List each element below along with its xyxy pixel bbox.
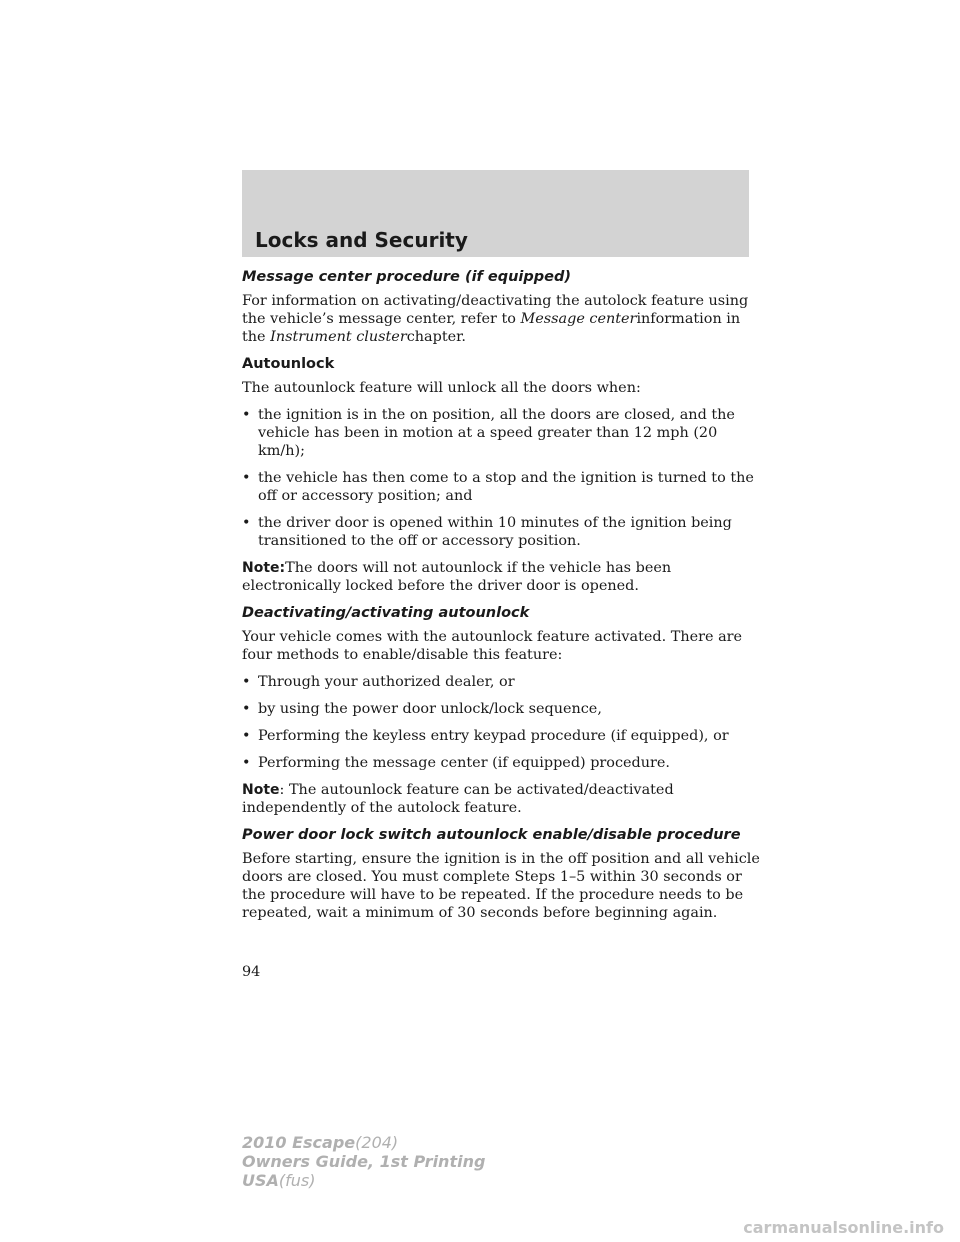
section-heading-message-center: Message center procedure (if equipped) — [242, 269, 572, 285]
list-item: • the ignition is in the on position, all the doors are closed, and the vehicle has been in motion at a speed greater than 12 mph (20 km/h); — [242, 407, 735, 459]
deactivating-intro: Your vehicle comes with the autounlock feature activated. There are four methods to enable/disable this feature: — [242, 629, 743, 663]
list-item: • the driver door is opened within 10 minutes of the ignition being transitioned to the off or accessory position. — [242, 515, 732, 549]
list-item: • the vehicle has then come to a stop and the ignition is turned to the off or accessory position; and — [242, 470, 754, 504]
ref-message-center: Message center — [520, 311, 637, 327]
bullet-icon: • — [242, 701, 251, 717]
power-door-lock-paragraph: Before starting, ensure the ignition is in the off position and all vehicle doors are closed. You must complete Steps 1–5 within 30 seconds or the procedure will have to be repeated. If the procedure needs to be repeated, wait a minimum of 30 seconds before beginning again. — [242, 851, 760, 921]
section-heading-deactivating: Deactivating/activating autounlock — [242, 605, 530, 621]
print-footer: 2010 Escape(204) Owners Guide, 1st Printing USA(fus) — [242, 1133, 486, 1190]
section-heading-power-door-lock: Power door lock switch autounlock enable/disable procedure — [242, 827, 741, 843]
page-number: 94 — [242, 964, 261, 980]
deactivating-note: Note: The autounlock feature can be activated/deactivated independently of the autolock feature. — [242, 782, 674, 816]
ref-instrument-cluster: Instrument cluster — [270, 329, 407, 345]
list-item: • Performing the keyless entry keypad procedure (if equipped), or — [242, 728, 729, 744]
autounlock-note: Note:The doors will not autounlock if the vehicle has been electronically locked before the driver door is opened. — [242, 560, 672, 594]
bullet-icon: • — [242, 407, 251, 423]
autounlock-intro: The autounlock feature will unlock all the doors when: — [242, 380, 641, 396]
bullet-icon: • — [242, 674, 251, 690]
bullet-icon: • — [242, 470, 251, 486]
message-center-paragraph: For information on activating/deactivating the autolock feature using the vehicle’s message center, refer to Message centerinformation in the Instrument clusterchapter. — [242, 293, 749, 345]
list-item: • Performing the message center (if equipped) procedure. — [242, 755, 670, 771]
bullet-icon: • — [242, 515, 251, 531]
bullet-icon: • — [242, 755, 251, 771]
section-heading-autounlock: Autounlock — [242, 356, 335, 372]
watermark: carmanualsonline.info — [743, 1218, 944, 1237]
chapter-title: Locks and Security — [255, 228, 468, 252]
page-content — [242, 268, 762, 931]
bullet-icon: • — [242, 728, 251, 744]
list-item: • by using the power door unlock/lock sequence, — [242, 701, 602, 717]
list-item: • Through your authorized dealer, or — [242, 674, 515, 690]
